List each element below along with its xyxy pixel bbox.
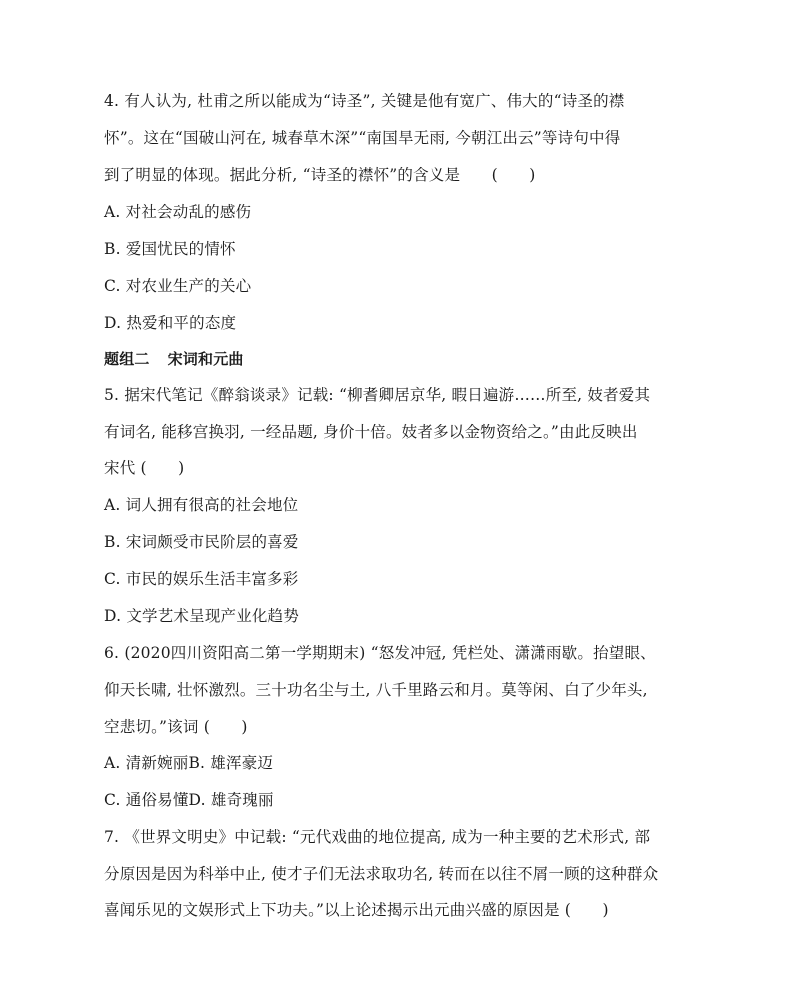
q7-line-1: 7. 《世界文明史》中记载: “元代戏曲的地位提高, 成为一种主要的艺术形式, 部 bbox=[104, 828, 651, 846]
q5-option-b: B. 宋词颇受市民阶层的喜爱 bbox=[104, 533, 299, 551]
q4-line-2: 怀”。这在“国破山河在, 城春草木深”“南国旱无雨, 今朝江出云”等诗句中得 bbox=[104, 129, 621, 147]
q5-line-3: 宋代 ( ) bbox=[104, 459, 185, 477]
section-heading-group2 bbox=[104, 348, 704, 370]
q4-line-3: 到了明显的体现。据此分析, “诗圣的襟怀”的含义是 ( ) bbox=[104, 166, 536, 184]
q4-option-d: D. 热爱和平的态度 bbox=[104, 314, 237, 332]
section-heading-title: 宋词和元曲 bbox=[167, 350, 244, 368]
q4-option-c: C. 对农业生产的关心 bbox=[104, 277, 252, 295]
q5-line-2: 有词名, 能移宫换羽, 一经品题, 身价十倍。妓者多以金物资给之。”由此反映出 bbox=[104, 423, 638, 441]
q4-option-b: B. 爱国忧民的情怀 bbox=[104, 240, 236, 258]
q6-option-cd: C. 通俗易懂D. 雄奇瑰丽 bbox=[104, 791, 274, 809]
q6-line-2: 仰天长啸, 壮怀激烈。三十功名尘与土, 八千里路云和月。莫等闲、白了少年头, bbox=[104, 681, 648, 699]
q5-option-d: D. 文学艺术呈现产业化趋势 bbox=[104, 607, 300, 625]
q4-option-a: A. 对社会动乱的感伤 bbox=[104, 203, 252, 221]
q7-line-3: 喜闻乐见的文娱形式上下功夫。”以上论述揭示出元曲兴盛的原因是 ( ) bbox=[104, 901, 609, 919]
q4-line-1: 4. 有人认为, 杜甫之所以能成为“诗圣”, 关键是他有宽广、伟大的“诗圣的襟 bbox=[104, 92, 625, 110]
section-heading-label: 题组二 bbox=[104, 350, 150, 368]
q6-option-ab: A. 清新婉丽B. 雄浑豪迈 bbox=[104, 754, 274, 772]
q7-line-2: 分原因是因为科举中止, 使才子们无法求取功名, 转而在以往不屑一顾的这种群众 bbox=[104, 865, 659, 883]
q6-line-3: 空悲切。”该词 ( ) bbox=[104, 718, 248, 736]
q6-line-1: 6. (2020四川资阳高二第一学期期末) “怒发冲冠, 凭栏处、潇潇雨歇。抬望眼、 bbox=[104, 644, 656, 662]
q5-option-c: C. 市民的娱乐生活丰富多彩 bbox=[104, 570, 299, 588]
q5-line-1: 5. 据宋代笔记《醉翁谈录》记载: “柳耆卿居京华, 暇日遍游……所至, 妓者爱其 bbox=[104, 386, 651, 404]
q5-option-a: A. 词人拥有很高的社会地位 bbox=[104, 496, 299, 514]
